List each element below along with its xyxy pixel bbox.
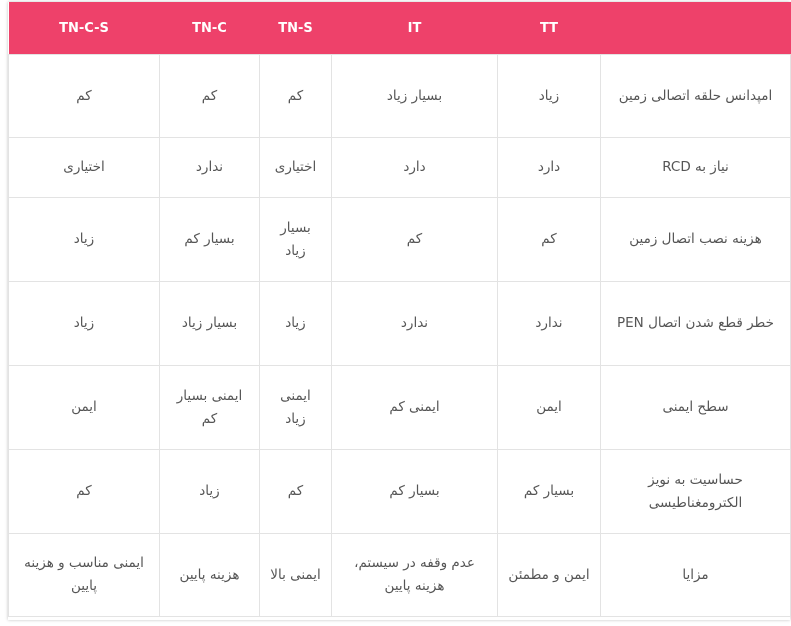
table-cell: بسیار زیاد — [332, 55, 498, 138]
table-cell: ایمن — [498, 366, 601, 450]
table-cell: ایمن و مطمئن — [498, 534, 601, 617]
table-cell: اختیاری — [9, 138, 160, 198]
table-cell: کم — [260, 450, 332, 534]
table-cell: ایمنی کم — [332, 366, 498, 450]
table-cell: دارد — [332, 138, 498, 198]
table-cell: زیاد — [160, 450, 260, 534]
table-cell: اختیاری — [260, 138, 332, 198]
table-cell: بسیار کم — [160, 198, 260, 282]
table-cell: ایمنی زیاد — [260, 366, 332, 450]
table-cell: ندارد — [498, 282, 601, 366]
header-cell-it: IT — [332, 2, 498, 55]
header-cell-tn-c: TN-C — [160, 2, 260, 55]
table-cell: ندارد — [160, 138, 260, 198]
table-header-row — [9, 2, 791, 55]
row-label: خطر قطع شدن اتصال PEN — [601, 282, 791, 366]
table-row — [9, 198, 791, 282]
table-cell: ایمن — [9, 366, 160, 450]
table-row — [9, 450, 791, 534]
table-cell: کم — [498, 198, 601, 282]
table-cell: بسیار کم — [332, 450, 498, 534]
table-cell: کم — [9, 450, 160, 534]
table-cell: زیاد — [260, 282, 332, 366]
earthing-systems-comparison-table — [8, 2, 791, 617]
table-cell: زیاد — [498, 55, 601, 138]
table-cell: کم — [160, 55, 260, 138]
table-cell: بسیار زیاد — [260, 198, 332, 282]
table-cell: عدم وقفه در سیستم، هزینه پایین — [332, 534, 498, 617]
row-label: سطح ایمنی — [601, 366, 791, 450]
table-cell: کم — [260, 55, 332, 138]
header-cell-tn-s: TN-S — [260, 2, 332, 55]
table-cell: بسیار زیاد — [160, 282, 260, 366]
row-label: نیاز به RCD — [601, 138, 791, 198]
row-label: حساسیت به نویز الکترومغناطیسی — [601, 450, 791, 534]
table-row — [9, 138, 791, 198]
table-cell: کم — [9, 55, 160, 138]
row-label: مزایا — [601, 534, 791, 617]
table-cell: کم — [332, 198, 498, 282]
row-label: امپدانس حلقه اتصالی زمین — [601, 55, 791, 138]
table-cell: ایمنی مناسب و هزینه پایین — [9, 534, 160, 617]
header-cell-tt: TT — [498, 2, 601, 55]
header-cell-empty — [601, 2, 791, 55]
table-row — [9, 55, 791, 138]
table-cell: زیاد — [9, 282, 160, 366]
table-cell: ایمنی بالا — [260, 534, 332, 617]
comparison-table-container — [8, 2, 790, 620]
table-row — [9, 366, 791, 450]
table-row — [9, 534, 791, 617]
table-row — [9, 282, 791, 366]
row-label: هزینه نصب اتصال زمین — [601, 198, 791, 282]
table-cell: ایمنی بسیار کم — [160, 366, 260, 450]
header-cell-tn-c-s: TN-C-S — [9, 2, 160, 55]
table-cell: زیاد — [9, 198, 160, 282]
table-cell: دارد — [498, 138, 601, 198]
table-cell: ندارد — [332, 282, 498, 366]
table-cell: هزینه پایین — [160, 534, 260, 617]
table-cell: بسیار کم — [498, 450, 601, 534]
